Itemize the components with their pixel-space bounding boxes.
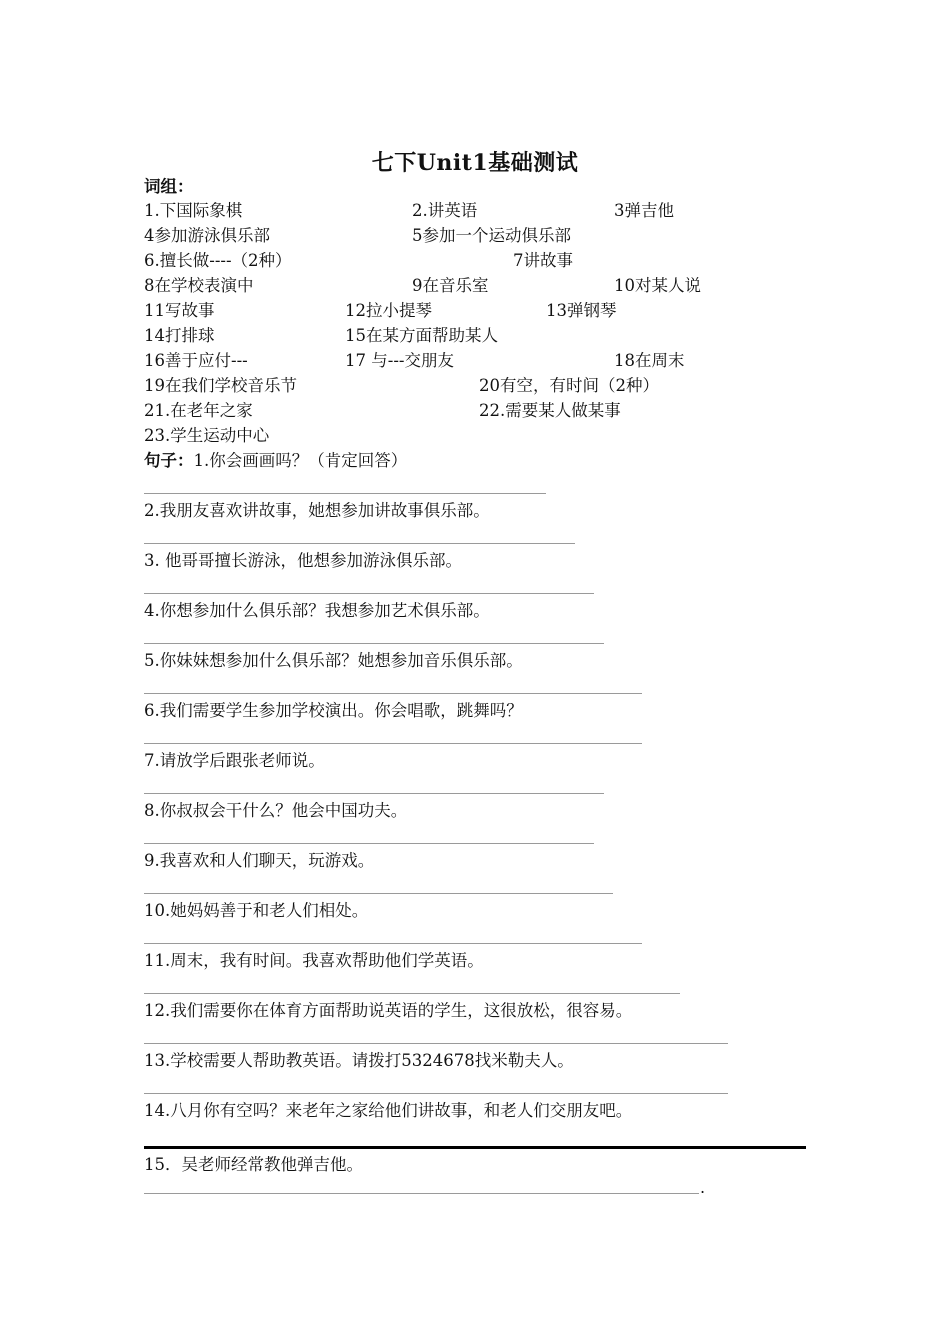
phrase-item: 15在某方面帮助某人 bbox=[345, 326, 498, 345]
sentence-prompt: 8.你叔叔会干什么？他会中国功夫。 bbox=[144, 801, 408, 820]
phrase-item: 7讲故事 bbox=[513, 251, 573, 270]
answer-line[interactable] bbox=[144, 643, 604, 644]
sentence-prompt: 5.你妹妹想参加什么俱乐部？她想参加音乐俱乐部。 bbox=[144, 651, 523, 670]
answer-line[interactable] bbox=[144, 1193, 699, 1194]
answer-line[interactable] bbox=[144, 993, 680, 994]
answer-line[interactable] bbox=[144, 793, 604, 794]
phrase-item: 1.下国际象棋 bbox=[144, 201, 243, 220]
sentence-prompt: 2.我朋友喜欢讲故事，她想参加讲故事俱乐部。 bbox=[144, 501, 490, 520]
sentence-prompt: 13.学校需要人帮助教英语。请拨打5324678找米勒夫人。 bbox=[144, 1051, 574, 1070]
page-title: 七下Unit1基础测试 bbox=[371, 150, 579, 176]
sentence-prompt: 14.八月你有空吗？来老年之家给他们讲故事，和老人们交朋友吧。 bbox=[144, 1101, 633, 1120]
phrase-item: 19在我们学校音乐节 bbox=[144, 376, 297, 395]
phrase-item: 16善于应付--- bbox=[144, 351, 248, 370]
end-period: . bbox=[700, 1178, 706, 1197]
answer-line[interactable] bbox=[144, 1146, 806, 1149]
phrase-item: 11写故事 bbox=[144, 301, 215, 320]
sentence-prompt: 4.你想参加什么俱乐部？我想参加艺术俱乐部。 bbox=[144, 601, 490, 620]
sentence-prompt: 10.她妈妈善于和老人们相处。 bbox=[144, 901, 369, 920]
sentence-prompt: 11.周末，我有时间。我喜欢帮助他们学英语。 bbox=[144, 951, 484, 970]
phrase-item: 10对某人说 bbox=[614, 276, 701, 295]
sentence-prompt: 12.我们需要你在体育方面帮助说英语的学生，这很放松，很容易。 bbox=[144, 1001, 633, 1020]
phrases-heading: 词组： bbox=[144, 177, 194, 196]
answer-line[interactable] bbox=[144, 893, 613, 894]
phrase-item: 4参加游泳俱乐部 bbox=[144, 226, 270, 245]
answer-line[interactable] bbox=[144, 543, 575, 544]
phrase-item: 8在学校表演中 bbox=[144, 276, 254, 295]
phrase-item: 3弹吉他 bbox=[614, 201, 674, 220]
answer-line[interactable] bbox=[144, 693, 642, 694]
sentence-prompt: 1.你会画画吗？（肯定回答） bbox=[193, 451, 408, 470]
sentence-prompt: 6.我们需要学生参加学校演出。你会唱歌，跳舞吗？ bbox=[144, 701, 523, 720]
sentence-prompt: 9.我喜欢和人们聊天，玩游戏。 bbox=[144, 851, 375, 870]
sentence-prompt: 3. 他哥哥擅长游泳，他想参加游泳俱乐部。 bbox=[144, 551, 462, 570]
phrase-item: 20有空，有时间（2种） bbox=[479, 376, 659, 395]
phrase-item: 6.擅长做----（2种） bbox=[144, 251, 292, 270]
answer-line[interactable] bbox=[144, 1043, 728, 1044]
phrase-item: 23.学生运动中心 bbox=[144, 426, 270, 445]
phrase-item: 21.在老年之家 bbox=[144, 401, 253, 420]
answer-line[interactable] bbox=[144, 843, 594, 844]
phrase-item: 13弹钢琴 bbox=[546, 301, 617, 320]
answer-line[interactable] bbox=[144, 593, 594, 594]
phrase-item: 12拉小提琴 bbox=[345, 301, 432, 320]
phrase-item: 5参加一个运动俱乐部 bbox=[412, 226, 571, 245]
sentences-heading: 句子： bbox=[144, 451, 194, 470]
sentence-prompt: 15．吴老师经常教他弹吉他。 bbox=[144, 1155, 363, 1174]
answer-line[interactable] bbox=[144, 743, 642, 744]
phrase-item: 9在音乐室 bbox=[412, 276, 489, 295]
answer-line[interactable] bbox=[144, 493, 546, 494]
answer-line[interactable] bbox=[144, 943, 642, 944]
sentence-prompt: 7.请放学后跟张老师说。 bbox=[144, 751, 325, 770]
phrase-item: 2.讲英语 bbox=[412, 201, 478, 220]
phrase-item: 17 与---交朋友 bbox=[345, 351, 454, 370]
phrase-item: 22.需要某人做某事 bbox=[479, 401, 621, 420]
phrase-item: 18在周末 bbox=[614, 351, 685, 370]
answer-line[interactable] bbox=[144, 1093, 728, 1094]
phrase-item: 14打排球 bbox=[144, 326, 215, 345]
